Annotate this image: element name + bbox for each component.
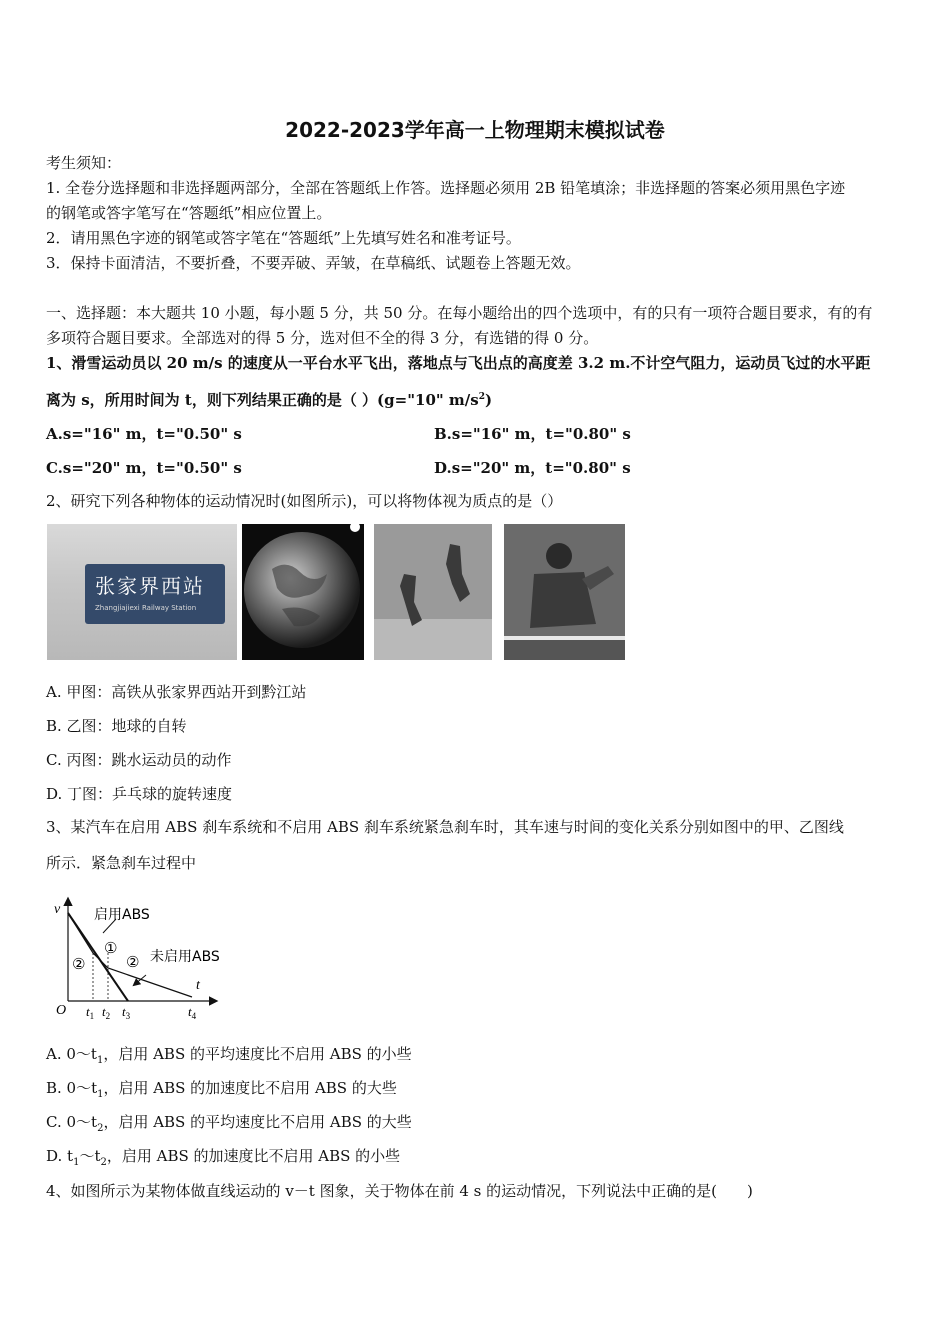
q3-option-d: D. $t_1\sim t_2$，启用 ABS 的加速度比不启用 ABS 的小些: [46, 1147, 401, 1168]
q3-option-c: C. $0\sim t_2$，启用 ABS 的平均速度比不启用 ABS 的大些: [46, 1113, 412, 1134]
q3-stem: 3、某汽车在启用 ABS 刹车系统和不启用 ABS 刹车系统紧急刹车时，其车速与时间的变化关系分别如图中的甲、乙图线: [46, 818, 844, 836]
table-tennis-image: [504, 524, 625, 660]
q1-option-d: D.s="20" m，t="0.80" s: [434, 459, 631, 477]
region-2-label-right: ②: [126, 953, 140, 971]
t3-tick: $t_3$: [122, 1004, 131, 1021]
earth-image: [242, 524, 364, 660]
q2-option-c: C. 丙图：跳水运动员的动作: [46, 751, 232, 769]
q1-stem: 1、滑雪运动员以 20 m/s 的速度从一平台水平飞出，落地点与飞出点的高度差 3.2 m.不计空气阻力，运动员飞过的水平距: [46, 354, 871, 372]
photo-station-sign: [47, 524, 237, 660]
photo-divers: [374, 524, 492, 660]
station-sign-cn: 张家界西站: [95, 574, 205, 598]
q2-option-b: B. 乙图：地球的自转: [46, 717, 187, 735]
t1-tick: $t_1$: [86, 1004, 95, 1021]
photo-earth: [242, 524, 364, 660]
q4-stem: 4、如图所示为某物体做直线运动的 v－t 图象，关于物体在前 4 s 的运动情况，下列说法中正确的是( ): [46, 1182, 753, 1200]
notice-heading: 考生须知：: [46, 154, 122, 172]
q2-stem: 2、研究下列各种物体的运动情况时(如图所示)，可以将物体视为质点的是（）: [46, 492, 563, 510]
station-sign: [85, 564, 225, 624]
region-1-label: ①: [104, 939, 118, 957]
notice-item-1-cont: 的钢笔或答字笔写在“答题纸”相应位置上。: [46, 204, 332, 222]
q1-option-b: B.s="16" m，t="0.80" s: [434, 425, 631, 443]
page-title: 2022-2023学年高一上物理期末模拟试卷: [285, 118, 665, 142]
v-label: v: [54, 902, 61, 917]
q3-vt-graph: [46, 893, 256, 1025]
q2-option-d: D. 丁图：乒乓球的旋转速度: [46, 785, 233, 803]
divers-image: [374, 524, 492, 660]
section1-intro: 一、选择题：本大题共 10 小题，每小题 5 分，共 50 分。在每小题给出的四个选项中，有的只有一项符合题目要求，有的有: [46, 304, 873, 322]
origin-label: O: [56, 1003, 67, 1018]
region-2-label-left: ②: [72, 955, 86, 973]
q1-stem-cont: 离为 s，所用时间为 t，则下列结果正确的是（ ）(g="10" $m/s^2$): [46, 391, 493, 409]
notice-item-1: 1. 全卷分选择题和非选择题两部分，全部在答题纸上作答。选择题必须用 2B 铅笔填涂；非选择题的答案必须用黑色字迹: [46, 179, 846, 197]
notice-item-2: 2．请用黑色字迹的钢笔或答字笔在“答题纸”上先填写姓名和准考证号。: [46, 229, 521, 247]
t-label: t: [196, 978, 200, 993]
q3-option-a: A. $0\sim t_1$，启用 ABS 的平均速度比不启用 ABS 的小些: [46, 1045, 412, 1066]
abs-label: 启用ABS: [94, 907, 150, 923]
q3-option-b: B. $0\sim t_1$，启用 ABS 的加速度比不启用 ABS 的大些: [46, 1079, 397, 1100]
no-abs-label: 未启用ABS: [150, 949, 220, 965]
section1-intro-cont: 多项符合题目要求。全部选对的得 5 分，选对但不全的得 3 分，有选错的得 0 分。: [46, 329, 599, 347]
q3-stem-cont: 所示．紧急刹车过程中: [46, 854, 197, 872]
notice-item-3: 3．保持卡面清洁，不要折叠，不要弄破、弄皱，在草稿纸、试题卷上答题无效。: [46, 254, 581, 272]
q1-option-c: C.s="20" m，t="0.50" s: [46, 459, 242, 477]
q2-option-a: A. 甲图：高铁从张家界西站开到黔江站: [46, 683, 307, 701]
photo-table-tennis: [504, 524, 625, 660]
t4-tick: $t_4$: [188, 1004, 197, 1021]
station-sign-en: Zhangjiajiexi Railway Station: [95, 604, 197, 612]
q1-option-a: A.s="16" m，t="0.50" s: [46, 425, 242, 443]
t2-tick: $t_2$: [102, 1004, 111, 1021]
